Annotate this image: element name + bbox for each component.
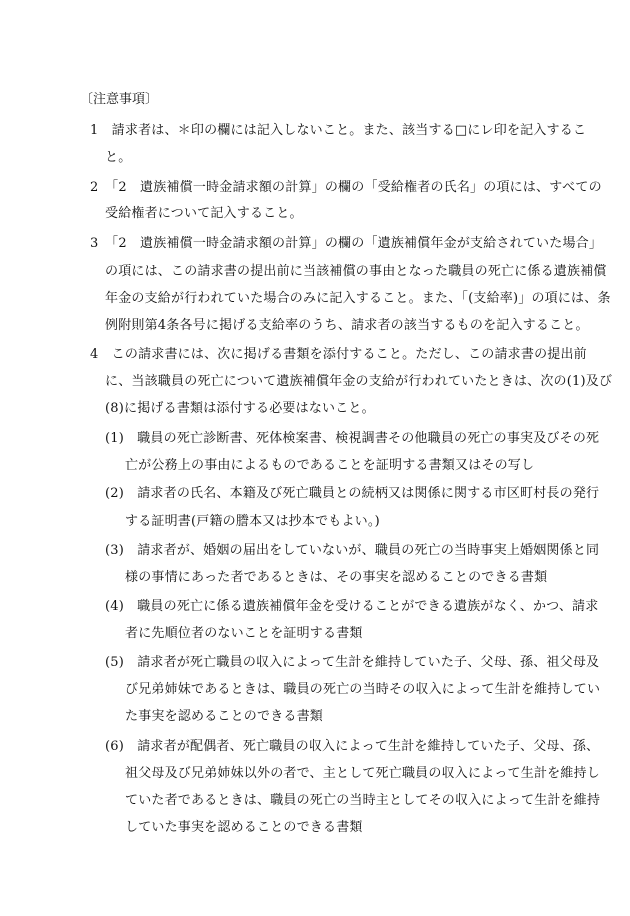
subitem-1-line-1: (1) 職員の死亡診断書、死体検案書、検視調書その他職員の死亡の事実及びその死	[105, 431, 600, 446]
subitem-4-line-2: 者に先順位者のないことを証明する書類	[125, 626, 363, 641]
note-4-line-1: 4 この請求書には、次に掲げる書類を添付すること。ただし、この請求書の提出前	[90, 347, 587, 362]
notes-heading: 〔注意事項〕	[80, 92, 159, 107]
note-4-line-2: に、当該職員の死亡について遺族補償年金の支給が行われていたときは、次の(1)及び	[105, 374, 613, 389]
subitem-1-line-2: 亡が公務上の事由によるものであることを証明する書類又はその写し	[125, 458, 535, 473]
subitem-2-line-1: (2) 請求者の氏名、本籍及び死亡職員との続柄又は関係に関する市区町村長の発行	[105, 486, 600, 501]
subitem-5-line-2: び兄弟姉妹であるときは、職員の死亡の当時その収入によって生計を維持してい	[125, 682, 601, 697]
note-2-line-2: 受給権者について記入すること。	[105, 206, 303, 221]
subitem-5-line-1: (5) 請求者が死亡職員の収入によって生計を維持していた子、父母、孫、祖父母及	[105, 655, 600, 670]
note-3-line-4: 例附則第4条各号に掲げる支給率のうち、請求者の該当するものを記入すること。	[105, 318, 589, 333]
note-1-line-2: と。	[105, 150, 132, 165]
note-3-line-3: 年金の支給が行われていた場合のみに記入すること。また、「(支給率)」の項には、条	[105, 291, 611, 306]
note-4-line-3: (8)に掲げる書類は添付する必要はないこと。	[105, 401, 375, 416]
note-1-line-1: 1 請求者は、＊印の欄には記入しないこと。また、該当する□にレ印を記入するこ	[90, 123, 587, 138]
note-3-line-2: の項には、この請求書の提出前に当該補償の事由となった職員の死亡に係る遺族補償	[105, 264, 607, 279]
note-2-line-1: 2 「2 遺族補償一時金請求額の計算」の欄の「受給権者の氏名」の項には、すべての	[90, 180, 602, 195]
subitem-3-line-2: 様の事情にあった者であるときは、その事実を認めることのできる書類	[125, 570, 548, 585]
subitem-4-line-1: (4) 職員の死亡に係る遺族補償年金を受けることができる遺族がなく、かつ、請求	[105, 599, 599, 614]
subitem-6-line-2: 祖父母及び兄弟姉妹以外の者で、主として死亡職員の収入によって生計を維持し	[125, 766, 600, 781]
subitem-3-line-1: (3) 請求者が、婚姻の届出をしていないが、職員の死亡の当時事実上婚姻関係と同	[105, 543, 600, 558]
subitem-2-line-2: する証明書(戸籍の謄本又は抄本でもよい。)	[125, 514, 380, 529]
subitem-5-line-3: た事実を認めることのできる書類	[125, 709, 324, 724]
subitem-6-line-4: していた事実を認めることのできる書類	[125, 820, 363, 835]
subitem-6-line-3: ていた者であるときは、職員の死亡の当時主としてその収入によって生計を維持	[125, 793, 601, 808]
subitem-6-line-1: (6) 請求者が配偶者、死亡職員の収入によって生計を維持していた子、父母、孫、	[105, 739, 600, 754]
note-3-line-1: 3 「2 遺族補償一時金請求額の計算」の欄の「遺族補償年金が支給されていた場合」	[90, 236, 603, 251]
